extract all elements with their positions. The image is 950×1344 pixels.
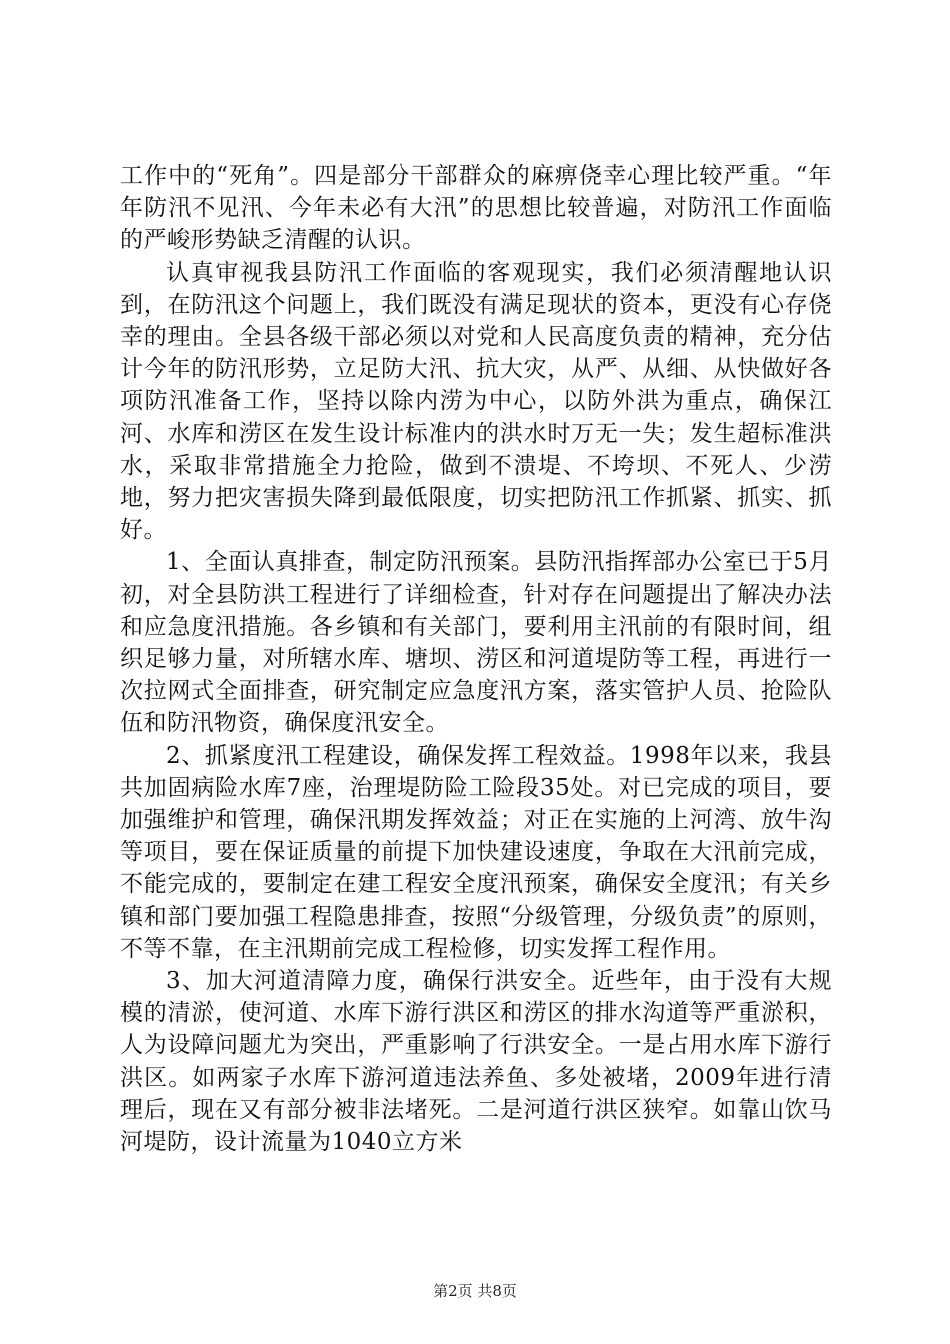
document-body (120, 160, 832, 1158)
paragraph-continuation: 工作中的“死角”。四是部分干部群众的麻痹侥幸心理比较严重。“年年防汛不见汛、今年未必有大汛”的思想比较普遍，对防汛工作面临的严峻形势缺乏清醒的认识。 (120, 163, 832, 254)
paragraph-overview: 认真审视我县防汛工作面临的客观现实，我们必须清醒地认识到，在防汛这个问题上，我们既没有满足现状的资本，更没有心存侥幸的理由。全县各级干部必须以对党和人民高度负责的精神，充分估计今年的防汛形势，立足防大汛、抗大灾，从严、从细、从快做好各项防汛准备工作，坚持以除内涝为中心，以防外洪为重点，确保江河、水库和涝区在发生设计标准内的洪水时万无一失；发生超标准洪水，采取非常措施全力抢险，做到不溃堤、不垮坝、不死人、少涝地，努力把灾害损失降到最低限度，切实把防汛工作抓紧、抓实、抓好。 (120, 259, 832, 544)
paragraph-item-3: 3、加大河道清障力度，确保行洪安全。近些年，由于没有大规模的清淤，使河道、水库下游行洪区和涝区的排水沟道等严重淤积，人为设障问题尤为突出，严重影响了行洪安全。一是占用水库下游行洪区。如两家子水库下游河道违法养鱼、多处被堵，2009年进行清理后，现在又有部分被非法堵死。二是河道行洪区狭窄。如靠山饮马河堤防，设计流量为1040立方米 (120, 968, 832, 1156)
paragraph-item-2: 2、抓紧度汛工程建设，确保发挥工程效益。1998年以来，我县共加固病险水库7座，治理堤防险工险段35处。对已完成的项目，要加强维护和管理，确保汛期发挥效益；对正在实施的上河湾、放牛沟等项目，要在保证质量的前提下加快建设速度，争取在大汛前完成，不能完成的，要制定在建工程安全度汛预案，确保安全度汛；有关乡镇和部门要加强工程隐患排查，按照“分级管理，分级负责”的原则，不等不靠，在主汛期前完成工程检修，切实发挥工程作用。 (120, 742, 832, 962)
paragraph-item-1: 1、全面认真排查，制定防汛预案。县防汛指挥部办公室已于5月初，对全县防洪工程进行了详细检查，针对存在问题提出了解决办法和应急度汛措施。各乡镇和有关部门，要利用主汛前的有限时间，组织足够力量，对所辖水库、塘坝、涝区和河道堤防等工程，再进行一次拉网式全面排查，研究制定应急度汛方案，落实管护人员、抢险队伍和防汛物资，确保度汛安全。 (120, 549, 832, 737)
page-footer: 第2页 共8页 (433, 1282, 517, 1300)
